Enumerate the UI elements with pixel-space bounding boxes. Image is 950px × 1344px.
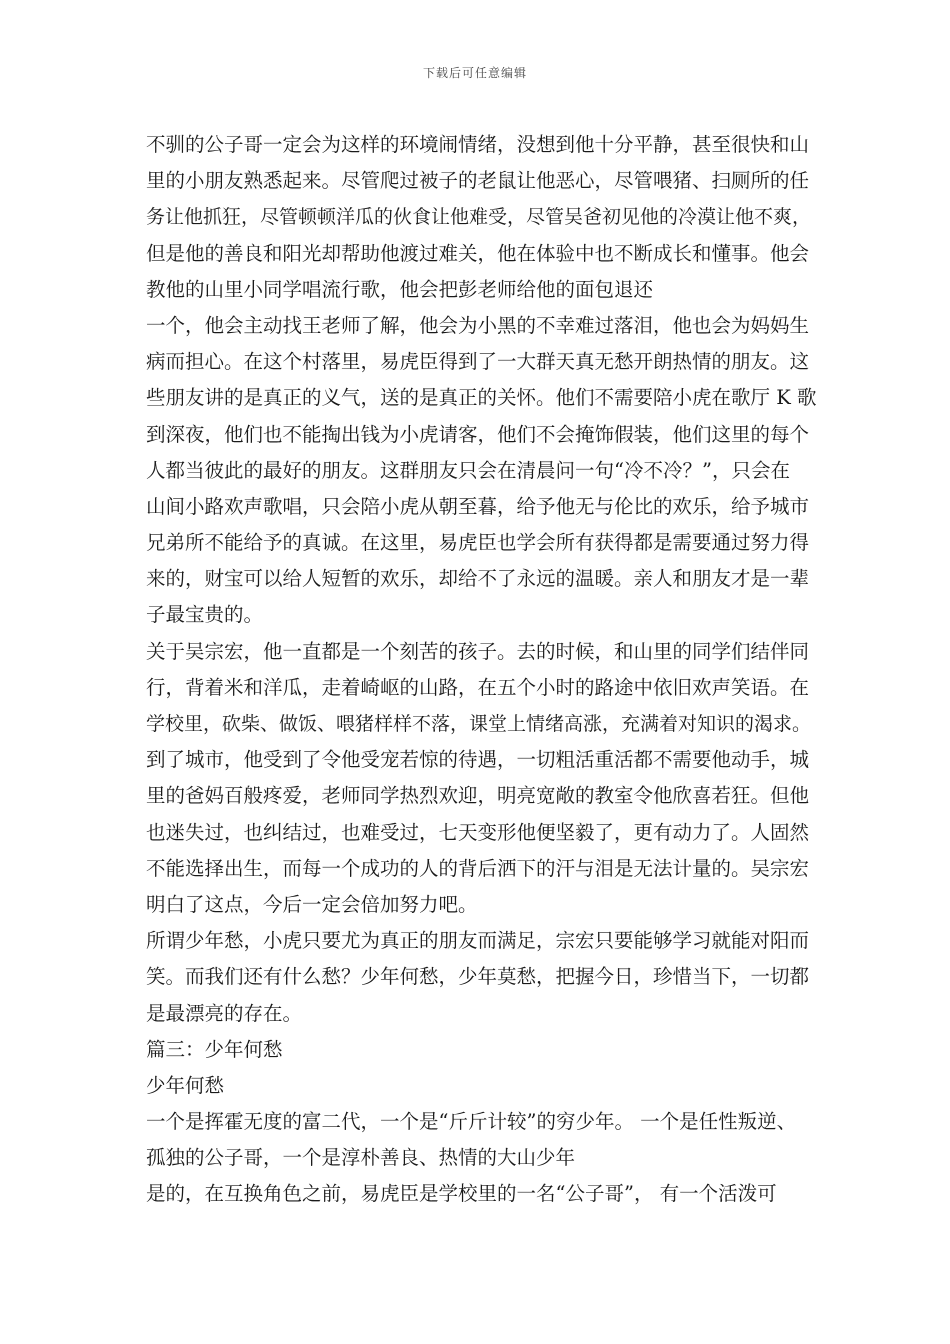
text-line: 务让他抓狂，尽管顿顿洋瓜的伙食让他难受，尽管吴爸初见他的冷漠让他不爽， — [146, 206, 812, 229]
text-line: 笑。而我们还有什么愁？少年何愁，少年莫愁，把握今日，珍惜当下，一切都 — [146, 965, 810, 989]
text-line: 关于吴宗宏，他一直都是一个刻苦的孩子。去的时候，和山里的同学们结伴同 — [146, 639, 810, 663]
text-line: 篇三：少年何愁 — [146, 1037, 283, 1061]
text-line: 教他的山里小同学唱流行歌，他会把彭老师给他的面包退还 — [146, 277, 654, 301]
text-line: 是最漂亮的存在。 — [146, 1001, 303, 1025]
text-line: 到深夜，他们也不能掏出钱为小虎请客，他们不会掩饰假装，他们这里的每个 — [146, 422, 810, 446]
text-line: 少年何愁 — [146, 1073, 225, 1097]
page-header: 下载后可任意编辑 — [422, 66, 527, 80]
text-line: 学校里，砍柴、做饭、喂猪样样不落，课堂上情绪高涨，充满着对知识的渴求。 — [146, 713, 812, 735]
text-line: 山间小路欢声歌唱，只会陪小虎从朝至暮，给予他无与伦比的欢乐，给予城市 — [146, 494, 810, 518]
text-line: 里的小朋友熟悉起来。尽管爬过被子的老鼠让他恶心，尽管喂猪、扫厕所的任 — [146, 169, 810, 193]
text-line: 也迷失过，也纠结过，也难受过，七天变形他便坚毅了，更有动力了。人固然 — [146, 820, 810, 844]
text-line: 不能选择出生，而每一个成功的人的背后洒下的汗与泪是无法计量的。吴宗宏 — [146, 856, 810, 880]
text-line: 到了城市，他受到了令他受宠若惊的待遇，一切粗活重活都不需要他动手，城 — [146, 748, 810, 772]
text-line: 不驯的公子哥一定会为这样的环境闹情绪，没想到他十分平静，甚至很快和山 — [146, 133, 810, 156]
text-line: 明白了这点，今后一定会倍加努力吧。 — [146, 892, 478, 916]
text-line: 人都当彼此的最好的朋友。这群朋友只会在清晨问一句“冷不冷？”，只会在 — [146, 458, 790, 482]
text-line: 孤独的公子哥，一个是淳朴善良、热情的大山少年 — [146, 1146, 576, 1170]
text-line: 但是他的善良和阳光却帮助他渡过难关，他在体验中也不断成长和懂事。他会 — [146, 241, 810, 265]
text-line: 一个，他会主动找王老师了解，他会为小黑的不幸难过落泪，他也会为妈妈生 — [146, 313, 810, 337]
text-line: 行，背着米和洋瓜，走着崎岖的山路，在五个小时的路途中依旧欢声笑语。在 — [146, 675, 810, 699]
text-line: 一个是挥霍无度的富二代，一个是“斤斤计较”的穷少年。 一个是任性叛逆、 — [146, 1110, 797, 1134]
text-line: 所谓少年愁，小虎只要尤为真正的朋友而满足，宗宏只要能够学习就能对阳而 — [146, 929, 810, 953]
text-line: 是的，在互换角色之前，易虎臣是学校里的一名“公子哥”， 有一个活泼可 — [146, 1182, 777, 1206]
text-line: 子最宝贵的。 — [146, 603, 264, 627]
text-line: 来的，财宝可以给人短暂的欢乐，却给不了永远的温暖。亲人和朋友才是一辈 — [146, 567, 810, 591]
document-body — [146, 127, 816, 1213]
text-line: 里的爸妈百般疼爱，老师同学热烈欢迎，明亮宽敞的教室令他欣喜若狂。但他 — [146, 784, 810, 808]
text-line: 些朋友讲的是真正的义气，送的是真正的关怀。他们不需要陪小虎在歌厅 K 歌 — [146, 386, 817, 410]
text-line: 病而担心。在这个村落里，易虎臣得到了一大群天真无愁开朗热情的朋友。这 — [146, 350, 810, 374]
text-line: 兄弟所不能给予的真诚。在这里，易虎臣也学会所有获得都是需要通过努力得 — [146, 531, 810, 555]
